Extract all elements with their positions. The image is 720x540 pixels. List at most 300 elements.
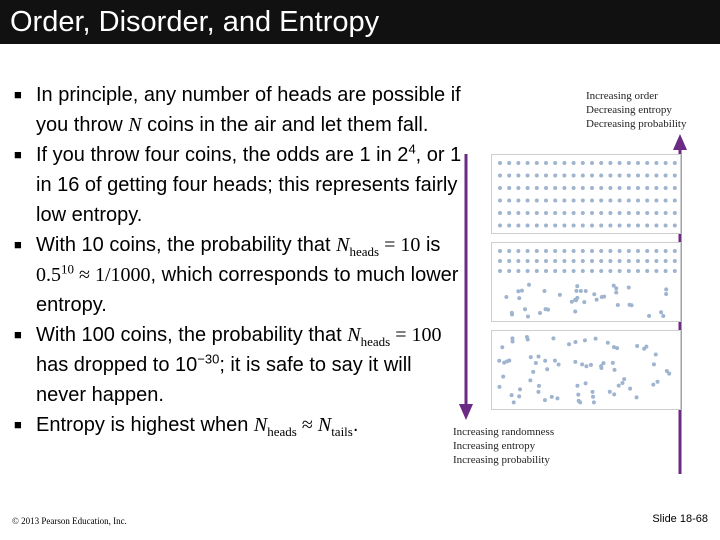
particle-dot (507, 161, 511, 165)
ordered-dots (492, 155, 680, 233)
title-bar (0, 0, 720, 44)
particle-dot (516, 161, 520, 165)
particle-dot (562, 211, 566, 215)
particle-dot (661, 314, 665, 318)
particle-dot (550, 395, 554, 399)
particle-dot (654, 259, 658, 263)
particle-dot (534, 361, 538, 365)
particle-dot (572, 269, 576, 273)
particle-dot (654, 174, 658, 178)
particle-dot (664, 211, 668, 215)
particle-dot (594, 337, 598, 341)
particle-dot (627, 285, 631, 289)
particle-dot (535, 211, 539, 215)
particle-dot (544, 259, 548, 263)
particle-dot (572, 249, 576, 253)
particle-dot (497, 359, 501, 363)
particle-dot (553, 249, 557, 253)
particle-dot (526, 249, 530, 253)
particle-dot (628, 387, 632, 391)
particle-dot (592, 400, 596, 404)
particle-dot (608, 259, 612, 263)
particle-dot (673, 249, 677, 253)
particle-dot (636, 199, 640, 203)
particle-dot (502, 361, 506, 365)
particle-dot (581, 224, 585, 228)
particle-dot (613, 368, 617, 372)
particle-dot (553, 359, 557, 363)
particle-dot (525, 335, 529, 339)
particle-dot (535, 199, 539, 203)
particle-dot (572, 161, 576, 165)
particle-dot (542, 289, 546, 293)
bullet-1: ■ In principle, any number of heads are possible if you throw N coins in the air and let them fall. (14, 80, 464, 140)
copyright: © 2013 Pearson Education, Inc. (12, 516, 127, 526)
particle-dot (599, 366, 603, 370)
particle-dot (562, 259, 566, 263)
particle-dot (504, 295, 508, 299)
particle-dot (544, 161, 548, 165)
particle-dot (526, 211, 530, 215)
particle-dot (575, 296, 579, 300)
particle-dot (673, 224, 677, 228)
particle-dot (601, 361, 605, 365)
particle-dot (584, 381, 588, 385)
particle-dot (516, 211, 520, 215)
particle-dot (537, 355, 541, 359)
particle-dot (664, 224, 668, 228)
particle-dot (498, 224, 502, 228)
particle-dot (544, 269, 548, 273)
up-arrow-icon (673, 134, 687, 150)
particle-dot (645, 211, 649, 215)
down-arrow-icon (459, 404, 473, 420)
particle-dot (555, 396, 559, 400)
ordered-coins-box (491, 154, 681, 234)
particle-dot (579, 289, 583, 293)
particle-dot (543, 359, 547, 363)
particle-dot (581, 211, 585, 215)
particle-dot (575, 384, 579, 388)
particle-dot (611, 361, 615, 365)
particle-dot (590, 224, 594, 228)
particle-dot (553, 224, 557, 228)
particle-dot (599, 199, 603, 203)
bullet-5: ■ Entropy is highest when $N_{heads} \approx N_{tails}$. (14, 410, 464, 440)
particle-dot (572, 199, 576, 203)
particle-dot (627, 249, 631, 253)
slide-number: Slide 18-68 (652, 513, 708, 525)
particle-dot (636, 186, 640, 190)
particle-dot (526, 259, 530, 263)
particle-dot (553, 161, 557, 165)
particle-dot (498, 161, 502, 165)
bullet-4: ■ With 100 coins, the probability that $N_{heads} = 100$ has dropped to $10^{-30}$; it is safe to say it will never happen. (14, 320, 464, 410)
particle-dot (507, 174, 511, 178)
particle-dot (664, 259, 668, 263)
particle-dot (608, 211, 612, 215)
particle-dot (647, 314, 651, 318)
particle-dot (592, 292, 596, 296)
particle-dot (627, 174, 631, 178)
particle-dot (535, 224, 539, 228)
particle-dot (570, 300, 574, 304)
particle-dot (636, 249, 640, 253)
particle-dot (553, 269, 557, 273)
particle-dot (618, 199, 622, 203)
particle-dot (627, 259, 631, 263)
particle-dot (573, 340, 577, 344)
particle-dot (535, 249, 539, 253)
particle-dot (627, 199, 631, 203)
particle-dot (628, 303, 632, 307)
particle-dot (645, 161, 649, 165)
particle-dot (608, 224, 612, 228)
particle-dot (498, 249, 502, 253)
particle-dot (627, 224, 631, 228)
particle-dot (498, 199, 502, 203)
particle-dot (526, 174, 530, 178)
entropy-figure (440, 86, 720, 476)
random-coins-box (491, 330, 681, 410)
particle-dot (523, 307, 527, 311)
bullet-marker-icon: ■ (14, 87, 22, 102)
particle-dot (673, 269, 677, 273)
particle-dot (531, 370, 535, 374)
particle-dot (590, 174, 594, 178)
particle-dot (507, 186, 511, 190)
particle-dot (581, 199, 585, 203)
particle-dot (617, 384, 621, 388)
particle-dot (553, 174, 557, 178)
particle-dot (599, 211, 603, 215)
label-increasing-order: Increasing order (586, 90, 658, 102)
particle-dot (581, 269, 585, 273)
particle-dot (645, 186, 649, 190)
particle-dot (562, 186, 566, 190)
particle-dot (572, 211, 576, 215)
particle-dot (562, 269, 566, 273)
particle-dot (608, 174, 612, 178)
particle-dot (527, 283, 531, 287)
particle-dot (599, 269, 603, 273)
particle-dot (528, 378, 532, 382)
particle-dot (636, 224, 640, 228)
particle-dot (572, 224, 576, 228)
particle-dot (526, 186, 530, 190)
particle-dot (535, 174, 539, 178)
particle-dot (636, 174, 640, 178)
particle-dot (618, 269, 622, 273)
particle-dot (516, 249, 520, 253)
particle-dot (590, 199, 594, 203)
particle-dot (642, 347, 646, 351)
particle-dot (572, 186, 576, 190)
particle-dot (618, 259, 622, 263)
particle-dot (656, 380, 660, 384)
particle-dot (618, 186, 622, 190)
particle-dot (507, 249, 511, 253)
particle-dot (627, 269, 631, 273)
particle-dot (614, 286, 618, 290)
particle-dot (664, 161, 668, 165)
particle-dot (590, 259, 594, 263)
particle-dot (497, 385, 501, 389)
particle-dot (645, 249, 649, 253)
particle-dot (608, 186, 612, 190)
particle-dot (654, 269, 658, 273)
particle-dot (507, 224, 511, 228)
particle-dot (516, 199, 520, 203)
label-decreasing-entropy: Decreasing entropy (586, 104, 672, 116)
particle-dot (608, 249, 612, 253)
particle-dot (664, 186, 668, 190)
particle-dot (516, 186, 520, 190)
particle-dot (614, 291, 618, 295)
particle-dot (526, 315, 530, 319)
particle-dot (537, 384, 541, 388)
particle-dot (544, 186, 548, 190)
particle-dot (562, 174, 566, 178)
particle-dot (608, 269, 612, 273)
particle-dot (636, 161, 640, 165)
particle-dot (498, 211, 502, 215)
label-decreasing-probability: Decreasing probability (586, 118, 687, 130)
particle-dot (673, 161, 677, 165)
particle-dot (608, 161, 612, 165)
particle-dot (516, 289, 520, 293)
particle-dot (535, 269, 539, 273)
particle-dot (507, 199, 511, 203)
particle-dot (636, 269, 640, 273)
particle-dot (517, 394, 521, 398)
particle-dot (581, 174, 585, 178)
particle-dot (573, 360, 577, 364)
particle-dot (654, 352, 658, 356)
particle-dot (581, 259, 585, 263)
particle-dot (578, 400, 582, 404)
particle-dot (535, 259, 539, 263)
particle-dot (581, 186, 585, 190)
particle-dot (535, 186, 539, 190)
particle-dot (507, 259, 511, 263)
particle-dot (654, 186, 658, 190)
particle-dot (576, 393, 580, 397)
partial-dots (492, 243, 680, 321)
particle-dot (618, 224, 622, 228)
particle-dot (573, 310, 577, 314)
particle-dot (664, 249, 668, 253)
particle-dot (664, 269, 668, 273)
particle-dot (536, 390, 540, 394)
particle-dot (526, 269, 530, 273)
particle-dot (654, 249, 658, 253)
particle-dot (511, 340, 515, 344)
particle-dot (544, 224, 548, 228)
particle-dot (562, 161, 566, 165)
particle-dot (602, 295, 606, 299)
particle-dot (526, 161, 530, 165)
particle-dot (599, 174, 603, 178)
particle-dot (615, 346, 619, 350)
particle-dot (545, 367, 549, 371)
particle-dot (654, 199, 658, 203)
particle-dot (526, 199, 530, 203)
particle-dot (599, 224, 603, 228)
particle-dot (518, 387, 522, 391)
particle-dot (498, 269, 502, 273)
particle-dot (645, 199, 649, 203)
particle-dot (654, 211, 658, 215)
particle-dot (562, 249, 566, 253)
particle-dot (584, 364, 588, 368)
particle-dot (664, 287, 668, 291)
particle-dot (620, 381, 624, 385)
particle-dot (557, 363, 561, 367)
bullet-marker-icon: ■ (14, 147, 22, 162)
particle-dot (622, 377, 626, 381)
particle-dot (635, 344, 639, 348)
bullet-marker-icon: ■ (14, 417, 22, 432)
particle-dot (664, 199, 668, 203)
particle-dot (636, 259, 640, 263)
particle-dot (651, 383, 655, 387)
particle-dot (595, 298, 599, 302)
particle-dot (584, 289, 588, 293)
particle-dot (659, 310, 663, 314)
particle-dot (654, 161, 658, 165)
label-increasing-entropy: Increasing entropy (453, 440, 536, 452)
particle-dot (529, 355, 533, 359)
particle-dot (606, 341, 610, 345)
bullet-2: ■ If you throw four coins, the odds are 1 in $2^4$, or 1 in 16 of getting four heads; this represents fairly low entropy. (14, 141, 462, 226)
particle-dot (562, 199, 566, 203)
particle-dot (553, 211, 557, 215)
particle-dot (498, 186, 502, 190)
particle-dot (612, 392, 616, 396)
particle-dot (608, 199, 612, 203)
particle-dot (498, 259, 502, 263)
particle-dot (589, 363, 593, 367)
particle-dot (654, 224, 658, 228)
particle-dot (510, 393, 514, 397)
particle-dot (507, 269, 511, 273)
particle-dot (673, 211, 677, 215)
particle-dot (599, 186, 603, 190)
particle-dot (501, 375, 505, 379)
particle-dot (673, 199, 677, 203)
particle-dot (583, 338, 587, 342)
particle-dot (574, 289, 578, 293)
particle-dot (618, 249, 622, 253)
particle-dot (627, 161, 631, 165)
particle-dot (535, 161, 539, 165)
particle-dot (544, 307, 548, 311)
particle-dot (636, 211, 640, 215)
particle-dot (567, 342, 571, 346)
particle-dot (544, 211, 548, 215)
slide-title: Order, Disorder, and Entropy (10, 6, 380, 38)
random-dots (492, 331, 680, 409)
particle-dot (591, 390, 595, 394)
particle-dot (645, 174, 649, 178)
particle-dot (553, 199, 557, 203)
particle-dot (575, 284, 579, 288)
particle-dot (543, 398, 547, 402)
particle-dot (517, 296, 521, 300)
particle-dot (507, 211, 511, 215)
bullet-3: ■ With 10 coins, the probability that $N_{heads} = 10$ is $0.5^{10} \approx 1/1000$, which corresponds to much lower entropy. (14, 230, 464, 320)
particle-dot (590, 269, 594, 273)
particle-dot (590, 211, 594, 215)
particle-dot (618, 174, 622, 178)
particle-dot (562, 224, 566, 228)
bullet-marker-icon: ■ (14, 327, 22, 342)
particle-dot (616, 303, 620, 307)
particle-dot (516, 224, 520, 228)
particle-dot (673, 186, 677, 190)
particle-dot (520, 289, 524, 293)
particle-dot (627, 186, 631, 190)
particle-dot (516, 174, 520, 178)
particle-dot (572, 259, 576, 263)
particle-dot (544, 199, 548, 203)
particle-dot (581, 249, 585, 253)
particle-dot (590, 161, 594, 165)
particle-dot (591, 395, 595, 399)
particle-dot (581, 161, 585, 165)
particle-dot (599, 259, 603, 263)
particle-dot (512, 400, 516, 404)
particle-dot (553, 259, 557, 263)
particle-dot (645, 224, 649, 228)
particle-dot (582, 300, 586, 304)
label-increasing-randomness: Increasing randomness (453, 426, 555, 438)
particle-dot (544, 249, 548, 253)
particle-dot (516, 259, 520, 263)
particle-dot (553, 186, 557, 190)
particle-dot (516, 269, 520, 273)
particle-dot (665, 369, 669, 373)
particle-dot (627, 211, 631, 215)
label-increasing-probability: Increasing probability (453, 454, 550, 466)
particle-dot (544, 174, 548, 178)
bullet-marker-icon: ■ (14, 237, 22, 252)
particle-dot (645, 259, 649, 263)
particle-dot (664, 174, 668, 178)
particle-dot (618, 161, 622, 165)
particle-dot (498, 174, 502, 178)
bullet-list (14, 80, 464, 440)
particle-dot (500, 345, 504, 349)
particle-dot (618, 211, 622, 215)
particle-dot (652, 362, 656, 366)
particle-dot (590, 186, 594, 190)
particle-dot (572, 174, 576, 178)
particle-dot (526, 224, 530, 228)
partially-ordered-coins-box (491, 242, 681, 322)
particle-dot (599, 161, 603, 165)
particle-dot (664, 292, 668, 296)
particle-dot (558, 293, 562, 297)
particle-dot (673, 174, 677, 178)
particle-dot (673, 259, 677, 263)
particle-dot (599, 249, 603, 253)
particle-dot (645, 269, 649, 273)
particle-dot (538, 311, 542, 315)
particle-dot (590, 249, 594, 253)
particle-dot (551, 336, 555, 340)
